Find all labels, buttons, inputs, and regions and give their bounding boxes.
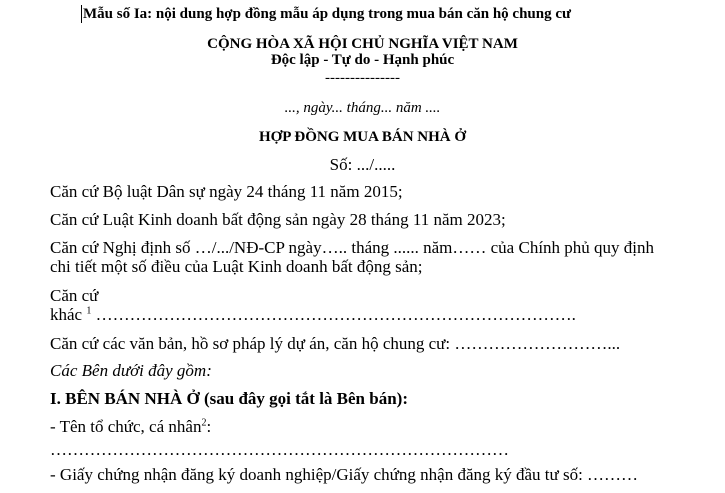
basis-other-label: khác [50, 305, 83, 324]
footnote-marker-1: 1 [86, 305, 92, 317]
seller-heading: I. BÊN BÁN NHÀ Ở (sau đây gọi tắt là Bên bán): [50, 389, 408, 408]
parties-intro: Các Bên dưới đây gồm: [50, 361, 212, 380]
nation-name: CỘNG HÒA XÃ HỘI CHỦ NGHĨA VIỆT NAM [207, 36, 518, 52]
footnote-marker-2: 2 [201, 417, 207, 429]
form-number-header: Mẫu số Ia: nội dung hợp đồng mẫu áp dụng trong mua bán căn hộ chung cư [83, 6, 572, 22]
basis-decree-line-1: Căn cứ Nghị định số …/.../NĐ-CP ngày….. tháng ...... năm…… của Chính phủ quy định [50, 238, 655, 257]
contract-title: HỢP ĐỒNG MUA BÁN NHÀ Ở [258, 129, 467, 145]
basis-other-line-2 [50, 306, 576, 323]
basis-civil-code: Căn cứ Bộ luật Dân sự ngày 24 tháng 11 năm 2015; [50, 182, 403, 201]
basis-other-dots: …………………………………………………………………………. [91, 305, 576, 324]
national-motto: Độc lập - Tự do - Hạnh phúc [270, 52, 455, 68]
basis-project-documents: Căn cứ các văn bản, hồ sơ pháp lý dự án, căn hộ chung cư: ………………………... [50, 334, 621, 353]
business-registration-line: - Giấy chứng nhận đăng ký doanh nghiệp/Giấy chứng nhận đăng ký đầu tư số: ……… [50, 465, 639, 484]
contract-number: Số: .../..... [329, 155, 396, 174]
seller-name-suffix: : [206, 417, 212, 436]
motto-separator: --------------- [325, 70, 400, 86]
seller-name-line [50, 418, 211, 435]
basis-real-estate-law: Căn cứ Luật Kinh doanh bất động sản ngày 28 tháng 11 năm 2023; [50, 210, 506, 229]
basis-other-line-1: Căn cứ [50, 286, 99, 305]
seller-name-label: - Tên tổ chức, cá nhân [50, 417, 202, 436]
place-date-line: ..., ngày... tháng... năm .... [284, 100, 441, 116]
basis-decree-line-2: chi tiết một số điều của Luật Kinh doanh bất động sản; [50, 257, 423, 276]
text-cursor [81, 5, 82, 23]
seller-name-dots: ……………………………………………………………………… [50, 440, 509, 459]
